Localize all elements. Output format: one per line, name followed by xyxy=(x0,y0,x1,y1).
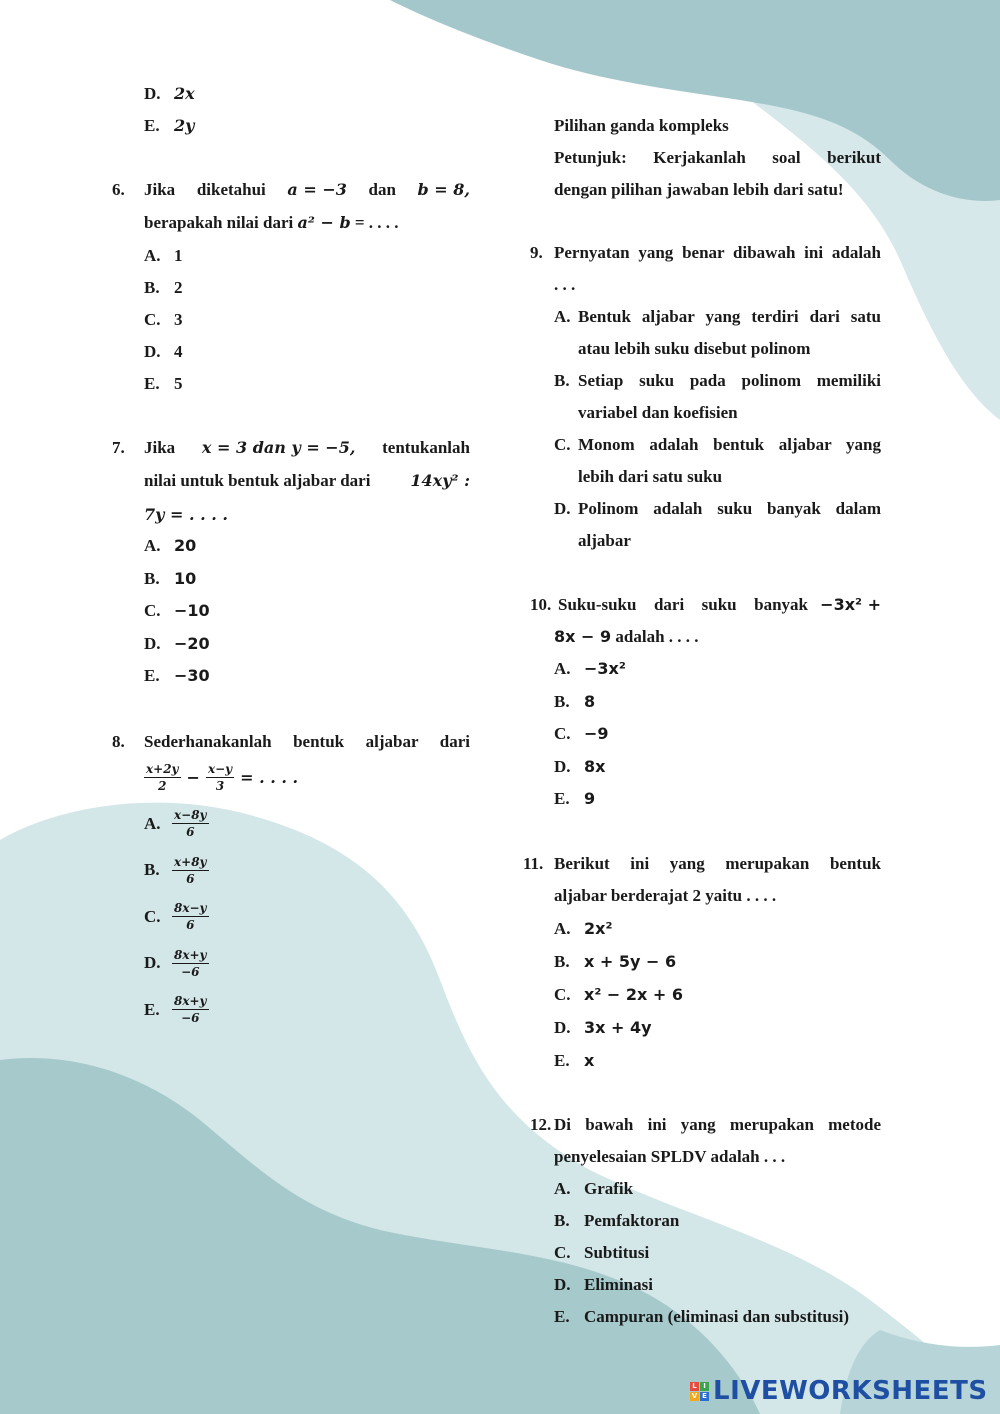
option-fraction: $\frac{x+8y}{6}$ xyxy=(174,854,207,886)
option-label: A. xyxy=(554,919,571,938)
q9-stem-line1: Pernyatan yang benar dibawah ini adalah xyxy=(554,243,881,262)
option-value: x + 5y − 6 xyxy=(584,952,677,971)
q12-option-d[interactable] xyxy=(554,1274,653,1296)
q7-option-d[interactable] xyxy=(144,633,210,655)
option-label: B. xyxy=(144,278,160,297)
option-value: 3 xyxy=(174,310,183,329)
q8-number: 8. xyxy=(112,732,125,751)
q9-number: 9. xyxy=(530,243,543,262)
option-label: D. xyxy=(144,633,161,653)
option-label: E. xyxy=(144,374,160,393)
q6-stem-line2: berapakah nilai dari a² − b = . . . . xyxy=(144,213,399,232)
option-value: −9 xyxy=(584,724,609,743)
q8-expression: $\frac{x+2y}{2}$ − $\frac{x-y}{3}$ = . . . . xyxy=(146,762,299,793)
q10-option-b[interactable] xyxy=(554,691,595,713)
option-fraction: $\frac{8x-y}{6}$ xyxy=(174,901,207,932)
q11-option-a[interactable] xyxy=(554,918,612,940)
logo-wordmark: LIVEWORKSHEETS xyxy=(713,1376,988,1406)
option-value: −20 xyxy=(174,633,210,653)
q7-option-b[interactable] xyxy=(144,568,196,590)
q8-option-a[interactable] xyxy=(144,808,209,839)
q7-stem-line3: 7y = . . . . xyxy=(144,505,228,524)
option-value: 9 xyxy=(584,789,596,808)
q6-option-c[interactable] xyxy=(144,309,183,331)
q7-option-a[interactable] xyxy=(144,535,196,557)
q10-option-a[interactable] xyxy=(554,658,626,680)
option-label: E. xyxy=(554,1307,570,1326)
option-label: C. xyxy=(554,724,571,743)
option-value: Subtitusi xyxy=(584,1243,650,1262)
option-value: Grafik xyxy=(584,1179,634,1198)
option-label: E. xyxy=(144,999,160,1019)
option-label: B. xyxy=(554,1211,570,1230)
q8-option-c[interactable] xyxy=(144,901,209,932)
q12-option-b[interactable] xyxy=(554,1210,679,1232)
q12-option-e[interactable] xyxy=(554,1306,849,1328)
option-fraction: $\frac{x-8y}{6}$ xyxy=(174,808,207,839)
option-value: 5 xyxy=(174,374,183,393)
q6-option-b[interactable] xyxy=(144,277,183,299)
q7-option-c[interactable] xyxy=(144,600,210,622)
option-label: D. xyxy=(144,953,161,972)
q8-fraction-1: $\frac{x+2y}{2}$ xyxy=(146,762,179,793)
q7-stem-line1: Jika x = 3 dan y = −5, tentukanlah xyxy=(144,438,470,457)
instruction-line2: dengan pilihan jawaban lebih dari satu! xyxy=(554,180,844,199)
q8-option-b[interactable] xyxy=(144,855,209,886)
option-value: 20 xyxy=(174,536,197,555)
q11-option-c[interactable] xyxy=(554,984,683,1006)
option-fraction: $\frac{8x+y}{-6}$ xyxy=(174,947,207,979)
option-value: Pemfaktoran xyxy=(584,1211,680,1230)
option-label: C. xyxy=(554,985,571,1004)
q12-option-a[interactable] xyxy=(554,1178,633,1200)
q12-stem-line1: Di bawah ini yang merupakan metode xyxy=(554,1115,881,1134)
q8-option-e[interactable] xyxy=(144,994,209,1025)
option-text-line2: lebih dari satu suku xyxy=(578,467,723,486)
q8-stem-line1: Sederhanakanlah bentuk aljabar dari xyxy=(144,732,470,751)
option-value: 8 xyxy=(584,691,596,711)
q11-option-d[interactable] xyxy=(554,1017,652,1039)
q6-option-e[interactable] xyxy=(144,373,183,395)
q10-stem-line1: Suku-suku dari suku banyak −3x² + xyxy=(558,595,881,614)
q5-option-e[interactable]: E. 2y xyxy=(144,116,195,135)
q11-stem-line2: aljabar berderajat 2 yaitu . . . . xyxy=(554,886,777,905)
q10-option-e[interactable] xyxy=(554,788,595,810)
option-label: C. xyxy=(554,435,571,454)
liveworksheets-logo xyxy=(690,1376,988,1406)
top-right-wave-dark xyxy=(390,0,1000,201)
q9-stem-line2: . . . xyxy=(554,275,576,294)
q10-number: 10. xyxy=(530,595,552,614)
q12-option-c[interactable] xyxy=(554,1242,649,1264)
option-value: x xyxy=(584,1051,595,1070)
q8-fraction-2: $\frac{x-y}{3}$ xyxy=(207,762,233,793)
option-text-line2: aljabar xyxy=(578,531,631,550)
option-label: E. xyxy=(144,666,160,685)
option-label: A. xyxy=(554,659,571,678)
option-text-line1: Bentuk aljabar yang terdiri dari satu xyxy=(578,307,881,326)
option-label: A. xyxy=(144,813,161,833)
option-label: C. xyxy=(144,906,161,926)
option-value: Eliminasi xyxy=(584,1275,653,1294)
option-label: C. xyxy=(554,1243,571,1262)
q11-number: 11. xyxy=(523,854,544,873)
option-label: A. xyxy=(554,1179,571,1198)
instruction-line1: Petunjuk: Kerjakanlah soal berikut xyxy=(554,148,881,167)
option-label: B. xyxy=(554,371,570,390)
option-label: D. xyxy=(144,342,161,361)
option-label: B. xyxy=(144,860,160,879)
option-label: B. xyxy=(554,691,570,711)
q10-option-d[interactable] xyxy=(554,756,605,778)
option-value: x² − 2x + 6 xyxy=(584,985,684,1004)
q10-stem-line2: 8x − 9 adalah . . . . xyxy=(554,627,699,646)
q6-option-a[interactable] xyxy=(144,245,183,267)
section-title: Pilihan ganda kompleks xyxy=(554,116,729,135)
option-text-line2: atau lebih suku disebut polinom xyxy=(578,339,811,358)
option-label: B. xyxy=(144,568,160,588)
option-value: 3x + 4y xyxy=(584,1018,652,1037)
option-label: A. xyxy=(144,536,161,555)
option-label: C. xyxy=(144,310,161,329)
option-label: D. xyxy=(554,756,571,776)
option-text-line1: Monom adalah bentuk aljabar yang xyxy=(578,435,881,454)
logo-mark-icon: L I V E xyxy=(690,1382,709,1401)
option-value: 2x² xyxy=(584,919,613,938)
q12-stem-line2: penyelesaian SPLDV adalah . . . xyxy=(554,1147,786,1166)
q11-option-b[interactable] xyxy=(554,951,676,973)
q12-number: 12. xyxy=(530,1115,552,1134)
q6-number: 6. xyxy=(112,180,125,199)
option-value: Campuran (eliminasi dan substitusi) xyxy=(584,1307,849,1326)
option-value: 8x xyxy=(584,756,606,776)
option-value: −30 xyxy=(174,666,210,685)
option-label: A. xyxy=(144,246,161,265)
q8-option-d[interactable] xyxy=(144,948,209,979)
q7-number: 7. xyxy=(112,438,125,457)
option-value: 10 xyxy=(174,568,197,588)
q5-option-d[interactable]: D. 2x xyxy=(144,84,195,103)
option-value: 1 xyxy=(174,246,183,265)
option-label: D. xyxy=(554,1018,571,1037)
option-value: −3x² xyxy=(584,659,626,678)
option-label: C. xyxy=(144,601,161,620)
option-value: 4 xyxy=(174,342,183,361)
option-label: E. xyxy=(554,789,570,808)
option-fraction: $\frac{8x+y}{-6}$ xyxy=(174,994,207,1025)
q6-stem-line1: Jika diketahui a = −3 dan b = 8, xyxy=(144,180,470,199)
q10-option-c[interactable] xyxy=(554,723,609,745)
option-label: A. xyxy=(554,307,571,326)
q11-option-e[interactable] xyxy=(554,1050,594,1072)
q7-option-e[interactable] xyxy=(144,665,210,687)
option-label: B. xyxy=(554,952,570,971)
q6-option-d[interactable] xyxy=(144,341,183,363)
option-label: E. xyxy=(554,1051,570,1070)
option-label: D. xyxy=(554,1275,571,1294)
q11-stem-line1: Berikut ini yang merupakan bentuk xyxy=(554,854,881,873)
option-text-line1: Polinom adalah suku banyak dalam xyxy=(578,499,881,518)
q7-stem-line2: nilai untuk bentuk aljabar dari 14xy² : xyxy=(144,471,470,490)
option-text-line2: variabel dan koefisien xyxy=(578,403,738,422)
option-value: 2 xyxy=(174,278,183,297)
option-text-line1: Setiap suku pada polinom memiliki xyxy=(578,371,881,390)
option-value: −10 xyxy=(174,601,210,620)
option-label: D. xyxy=(554,499,571,518)
